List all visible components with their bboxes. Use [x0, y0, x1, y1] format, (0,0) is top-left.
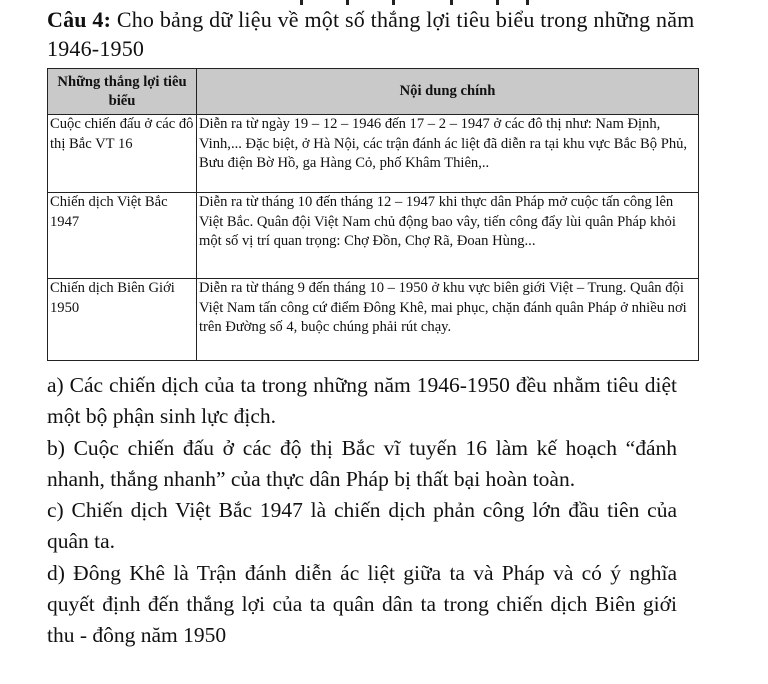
- table-row: [48, 115, 699, 193]
- table-header-row: [48, 69, 699, 115]
- victory-name: Cuộc chiến đấu ở các đô thị Bắc VT 16: [48, 115, 197, 193]
- header-victories: Những thắng lợi tiêu biểu: [48, 69, 197, 115]
- table-row: [48, 193, 699, 279]
- header-main-content: Nội dung chính: [197, 69, 699, 115]
- table-row: [48, 279, 699, 361]
- statement-d: d) Đông Khê là Trận đánh diễn ác liệt giữa ta và Pháp và có ý nghĩa quyết định đến thắng lợi của ta quân dân ta trong chiến dịch Biên giới thu - đông năm 1950: [47, 560, 677, 648]
- victory-content: Diễn ra từ tháng 10 đến tháng 12 – 1947 khi thực dân Pháp mở cuộc tấn công lên Việt Bắc. Quân đội Việt Nam chủ động bao vây, tiến công đẩy lùi quân Pháp khỏi một số vị trí quan trọng: Chợ Đồn, Chợ Rã, Đoan Hùng...: [197, 193, 699, 279]
- victory-content: Diễn ra từ tháng 9 đến tháng 10 – 1950 ở khu vực biên giới Việt – Trung. Quân đội Việt Nam tấn công cứ điểm Đông Khê, mai phục, chặn đánh quân Pháp ở nhiều nơi trên Đường số 4, buộc chúng phải rút chạy.: [197, 279, 699, 361]
- statement-a: a) Các chiến dịch của ta trong những năm 1946-1950 đều nhằm tiêu diệt một bộ phận sinh lực địch.: [47, 373, 677, 429]
- true-false-statements: [47, 370, 677, 652]
- victory-name: Chiến dịch Việt Bắc 1947: [48, 193, 197, 279]
- question-title: [47, 5, 737, 63]
- statement-c: c) Chiến dịch Việt Bắc 1947 là chiến dịch phản công lớn đầu tiên của quân ta.: [47, 498, 677, 554]
- victories-table: [47, 68, 699, 361]
- question-label: Câu 4:: [47, 7, 112, 32]
- question-text: Cho bảng dữ liệu về một số thắng lợi tiêu biểu trong những năm 1946-1950: [47, 7, 695, 61]
- victory-content: Diễn ra từ ngày 19 – 12 – 1946 đến 17 – 2 – 1947 ở các đô thị như: Nam Định, Vinh,... Đặc biệt, ở Hà Nội, các trận đánh ác liệt đã diễn ra tại khu vực Bắc Bộ Phủ, Bưu điện Bờ Hồ, ga Hàng Cỏ, phố Khâm Thiên,..: [197, 115, 699, 193]
- victory-name: Chiến dịch Biên Giới 1950: [48, 279, 197, 361]
- statement-b: b) Cuộc chiến đấu ở các độ thị Bắc vĩ tuyến 16 làm kế hoạch “đánh nhanh, thắng nhanh” của thực dân Pháp bị thất bại hoàn toàn.: [47, 435, 677, 491]
